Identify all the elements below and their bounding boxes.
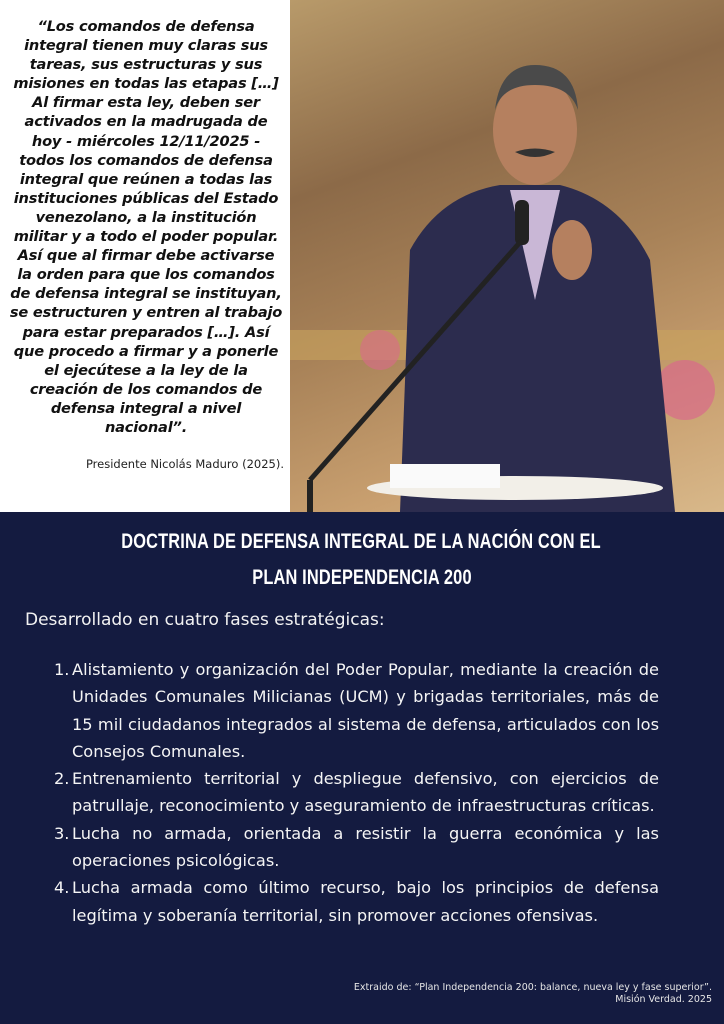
quote-line: nacional”. bbox=[104, 418, 188, 436]
list-item bbox=[0, 765, 659, 820]
item-number: 1. bbox=[54, 660, 70, 679]
quote-line: de defensa integral se instituyan, bbox=[10, 285, 282, 303]
quote-line: militar y a todo el poder popular. bbox=[13, 228, 279, 246]
quote-line: tareas, sus estructuras y sus bbox=[29, 56, 263, 74]
quote-line: hoy - miércoles 12/11/2025 - bbox=[31, 132, 261, 150]
item-text: Lucha armada como último recurso, bajo los principios de defensa legítima y soberanía territorial, sin promover acciones ofensivas. bbox=[72, 878, 659, 925]
source-citation bbox=[354, 982, 712, 1006]
quote-line: para estar preparados […]. Así bbox=[22, 323, 270, 341]
section-title-line-1: DOCTRINA DE DEFENSA INTEGRAL DE LA NACIÓN CON EL bbox=[121, 530, 601, 553]
item-number: 2. bbox=[54, 769, 70, 789]
quote-line: “Los comandos de defensa bbox=[37, 18, 255, 35]
speaker-photo bbox=[290, 0, 724, 512]
quote-line: integral tienen muy claras sus bbox=[24, 37, 268, 55]
quote-line: Al firmar esta ley, deben ser bbox=[32, 94, 260, 112]
item-text: Entrenamiento territorial y despliegue defensivo, con ejercicios de patrullaje, reconocimiento y aseguramiento de infraestructuras críticas. bbox=[72, 769, 659, 816]
item-number: 4. bbox=[54, 878, 70, 898]
item-text: Lucha no armada, orientada a resistir la guerra económica y las operaciones psicológicas. bbox=[72, 823, 659, 871]
quote-line: el ejecútese a la ley de la bbox=[44, 361, 248, 379]
speaker-illustration bbox=[290, 0, 724, 512]
intro-text: Desarrollado en cuatro fases estratégicas: bbox=[25, 610, 385, 630]
list-item bbox=[0, 820, 659, 875]
quote-line: Así que al firmar debe activarse bbox=[17, 247, 275, 265]
quote-line: todos los comandos de defensa bbox=[19, 151, 273, 169]
quote-line: activados en la madrugada de bbox=[24, 113, 268, 131]
quote-line: que procedo a firmar y a ponerle bbox=[13, 342, 279, 360]
quote-line: misiones en todas las etapas […] bbox=[13, 75, 279, 93]
quote-line: la orden para que los comandos bbox=[17, 266, 275, 284]
quote-panel bbox=[0, 0, 290, 512]
quote-line: creación de los comandos de bbox=[29, 380, 263, 398]
source-line-1: Extraido de: “Plan Independencia 200: balance, nueva ley y fase superior”. bbox=[353, 982, 712, 993]
section-title-line-2: PLAN INDEPENDENCIA 200 bbox=[252, 566, 472, 589]
list-item bbox=[0, 656, 659, 765]
quote-line: defensa integral a nivel bbox=[50, 399, 242, 417]
quote-line: venezolano, a la institución bbox=[35, 208, 257, 226]
source-line-2: Misión Verdad. 2025 bbox=[615, 994, 712, 1005]
item-number: 3. bbox=[54, 823, 70, 843]
quote-line: se estructuren y entren al trabajo bbox=[9, 304, 283, 322]
quote-line: instituciones públicas del Estado bbox=[13, 189, 279, 207]
quote-attribution: Presidente Nicolás Maduro (2025). bbox=[85, 457, 284, 471]
list-item bbox=[0, 874, 659, 929]
quote-line: integral que reúnen a todas las bbox=[19, 170, 273, 188]
quote-text bbox=[6, 17, 286, 437]
item-text: Alistamiento y organización del Poder Popular, mediante la creación de Unidades Comunales Milicianas (UCM) y brigadas territoriales, más de 15 mil ciudadanos integrados al sistema de defensa, articulados con los Consejos Comunales. bbox=[72, 660, 659, 761]
phases-list bbox=[0, 656, 724, 929]
doctrine-section bbox=[0, 512, 724, 1024]
